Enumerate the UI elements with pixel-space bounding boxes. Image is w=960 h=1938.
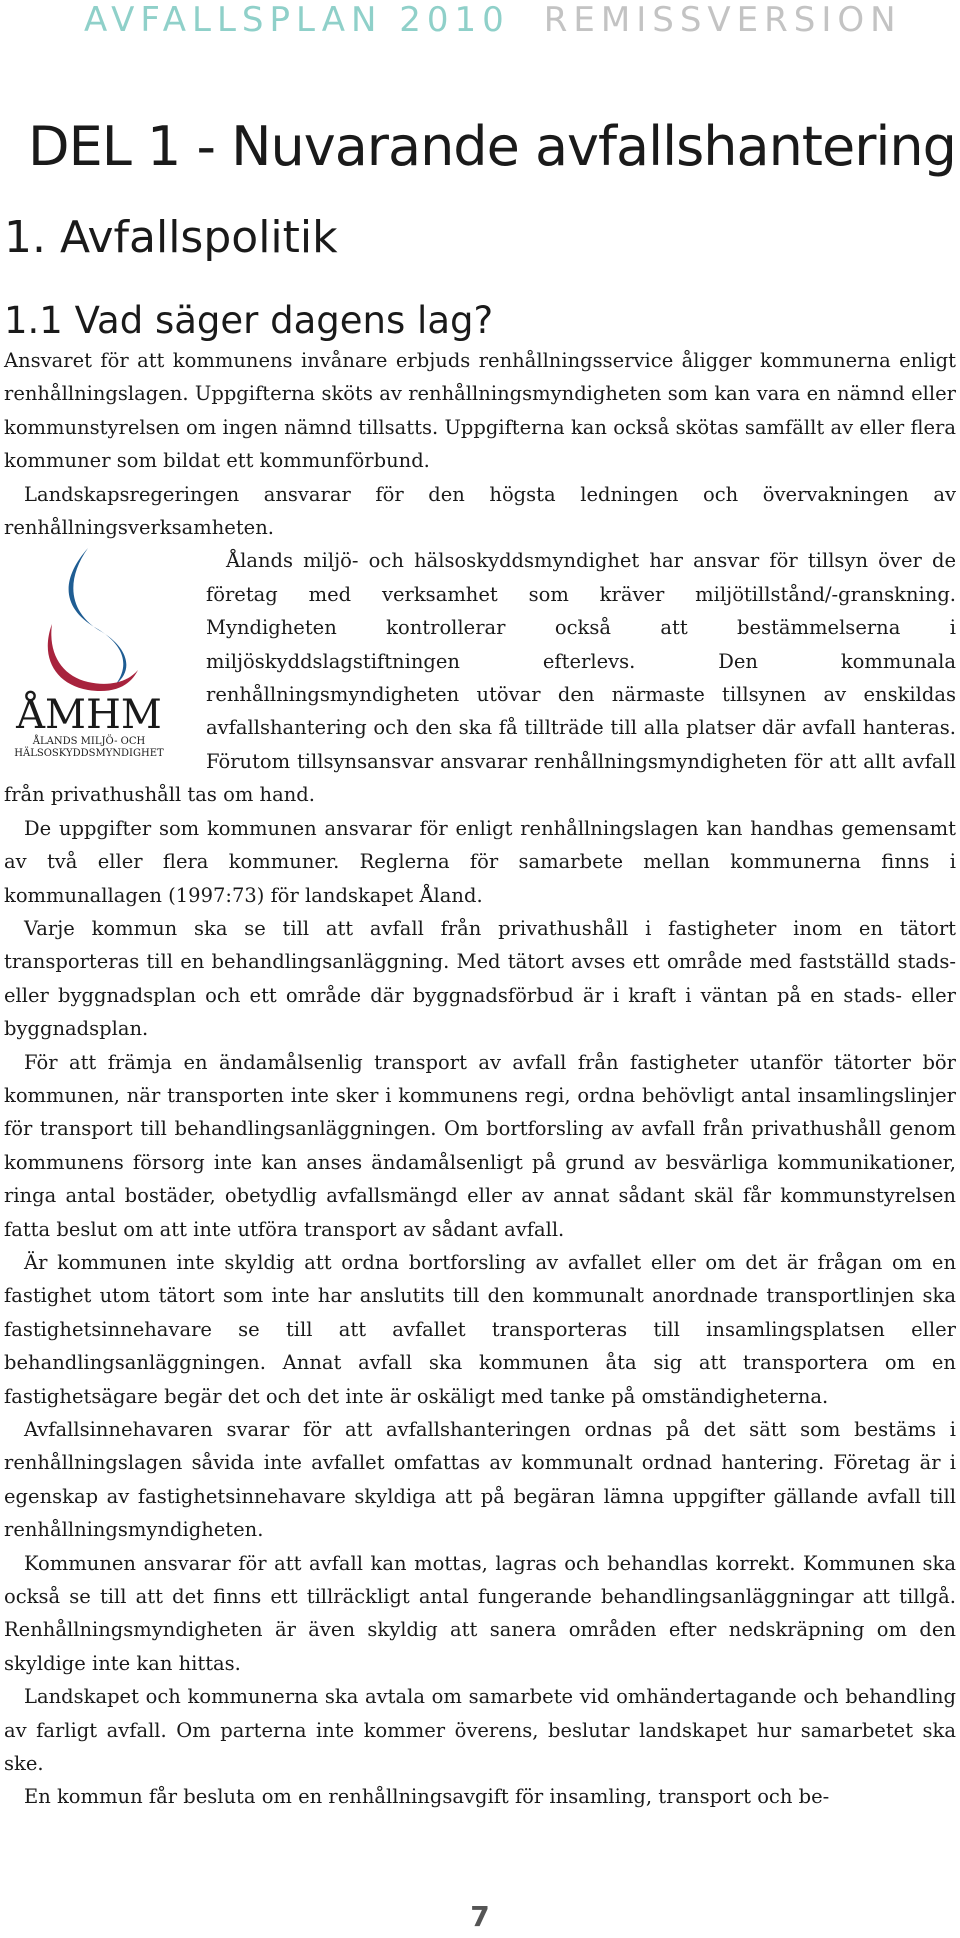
paragraph-5: Varje kommun ska se till att avfall från privathushåll i fastigheter inom en tätort transporteras till en behandlingsanläggning. Med tätort avses ett område med fastställd stads- eller byggnadsplan och ett område där byggnadsförbud är i kraft i väntan på en stads- eller byggnadsplan. xyxy=(4,916,956,1041)
header-title: AVFALLSPLAN 2010 xyxy=(84,0,510,40)
logo-blue-swoosh xyxy=(69,548,127,684)
paragraph-3: Ålands miljö- och hälsoskyddsmyndighet har ansvar för tillsyn över de företag med verksamhet som kräver miljötillstånd/-granskning. Myndigheten kontrollerar också att bestämmelserna i miljöskyddslagstiftningen efterlevs. Den kommunala renhållningsmyndigheten utövar den närmaste tillsynen av enskildas avfallshantering och den ska få tillträde till alla platser där avfall hanteras. Förutom tillsynsansvar ansvarar renhållningsmyndigheten för att allt avfall från privathushåll tas om hand. xyxy=(4,549,956,807)
paragraph-8: Avfallsinnehavaren svarar för att avfallshanteringen ordnas på det sätt som bestäms i renhållningslagen såvida inte avfallet omfattas av kommunalt ordnad hantering. Företag är i egenskap av fastighetsinnehavare skyldiga att på begäran lämna uppgifter gällande avfall till renhållningsmyndigheten. xyxy=(4,1418,956,1542)
logo-subtitle-1: ÅLANDS MILJÖ- OCH xyxy=(32,736,146,748)
logo-subtitle-2: HÄLSOSKYDDSMYNDIGHET xyxy=(14,748,164,760)
page-number: 7 xyxy=(470,1900,490,1933)
header-version: REMISSVERSION xyxy=(543,0,902,40)
logo-title: ÅMHM xyxy=(16,692,162,739)
paragraph-1: Ansvaret för att kommunens invånare erbjuds renhållningsservice åligger kommunerna enligt renhållningslagen. Uppgifterna sköts av renhållningsmyndigheten som kan vara en nämnd eller kommunstyrelsen om ingen nämnd tillsatts. Uppgifterna kan också skötas samfällt av eller flera kommuner som bildat ett kommunförbund. xyxy=(4,349,956,473)
section-heading: 1.1 Vad säger dagens lag? xyxy=(4,299,494,342)
paragraph-9: Kommunen ansvarar för att avfall kan mottas, lagras och behandlas korrekt. Kommunen ska också se till att det finns ett tillräckligt antal fungerande behandlingsanläggningar att tillgå. Renhållningsmyndigheten är även skyldig att sanera områden efter nedskräpning om den skyldige inte kan hittas. xyxy=(4,1551,956,1675)
body-text xyxy=(4,344,956,1814)
paragraph-2: Landskapsregeringen ansvarar för den högsta ledningen och övervakningen av renhållningsverksamheten. xyxy=(4,482,956,540)
paragraph-11: En kommun får besluta om en renhållningsavgift för insamling, transport och be- xyxy=(24,1785,830,1809)
paragraph-7: Är kommunen inte skyldig att ordna bortforsling av avfallet eller om det är frågan om en fastighet utom tätort som inte har anslutits till den kommunalt anordnade transportlinjen ska fastighetsinnehavare se till att avfallet transporteras till insamlingsplatsen eller behandlingsanläggningen. Annat avfall ska kommunen åta sig att transportera om en fastighetsägare begär det och det inte är oskäligt med tanke på omständigheterna. xyxy=(4,1250,956,1408)
paragraph-6: För att främja en ändamålsenlig transport av avfall från fastigheter utanför tätorter bör kommunen, när transporten inte sker i kommunens regi, ordna behövligt antal insamlingslinjer för transport till behandlingsanläggningen. Om bortforsling av avfall från privathushåll genom kommunens försorg inte kan anses ändamålsenligt på grund av besvärliga kommunikationer, ringa antal bostäder, obetydlig avfallsmängd eller av annat sådant skäl får kommunstyrelsen fatta beslut om att inte utföra transport av sådant avfall. xyxy=(4,1050,956,1241)
amhm-logo-graphic xyxy=(0,544,178,759)
chapter-heading: 1. Avfallspolitik xyxy=(4,212,338,263)
running-header xyxy=(84,0,902,40)
paragraph-4: De uppgifter som kommunen ansvarar för enligt renhållningslagen kan handhas gemensamt av två eller flera kommuner. Reglerna för samarbete mellan kommunerna finns i kommunallagen (1997:73) för landskapet Åland. xyxy=(4,816,956,907)
paragraph-10: Landskapet och kommunerna ska avtala om samarbete vid omhändertagande och behandling av farligt avfall. Om parterna inte kommer överens, beslutar landskapet hur samarbetet ska ske. xyxy=(4,1685,956,1776)
part-heading: DEL 1 - Nuvarande avfallshantering xyxy=(28,115,956,178)
amhm-logo xyxy=(0,544,178,759)
